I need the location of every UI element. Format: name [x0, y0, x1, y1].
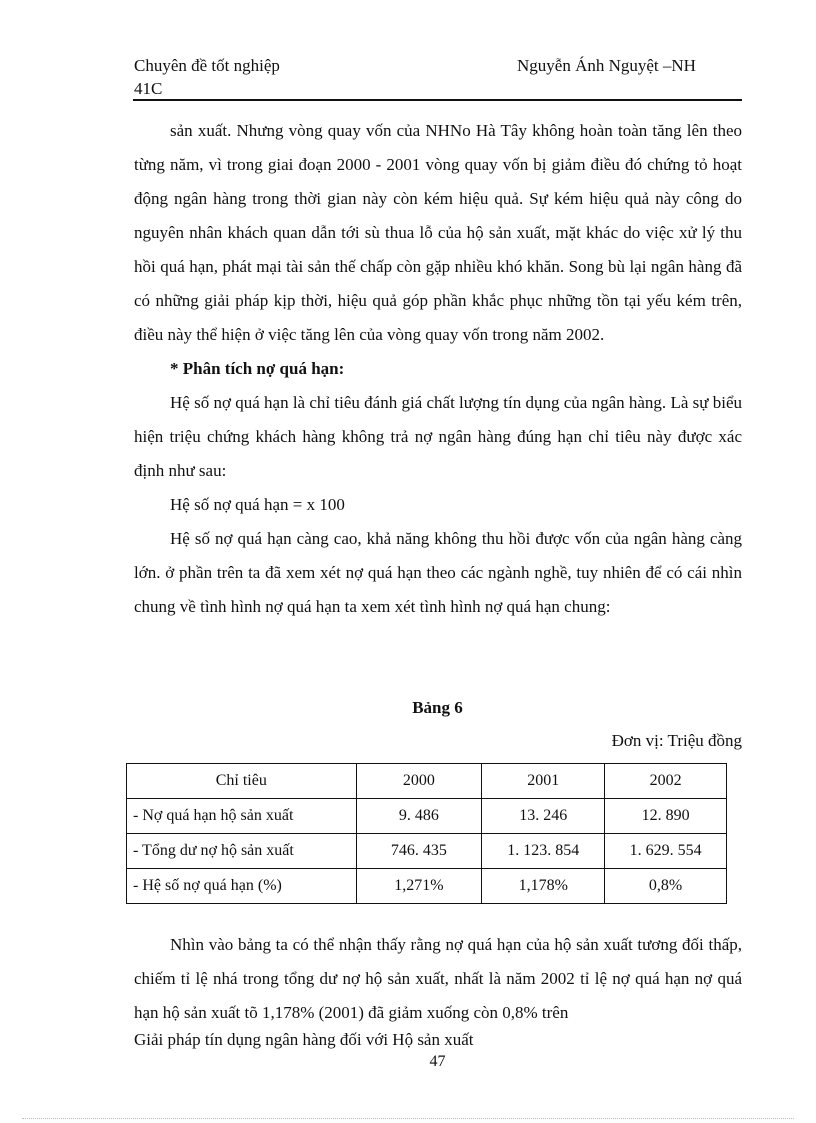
paragraph-1: sản xuất. Nhưng vòng quay vốn của NHNo Hà Tây không hoàn toàn tăng lên theo từng năm, vì trong giai đoạn 2000 - 2001 vòng quay vốn bị giảm điều đó chứng tỏ hoạt động ngân hàng trong thời gian này còn kém hiệu quả. Sự kém hiệu quả này công do nguyên nhân khách quan dẫn tới sù thua lỗ của hộ sản xuất, mặt khác do việc xử lý thu hồi quá hạn, phát mại tài sản thế chấp còn gặp nhiều khó khăn. Song bù lại ngân hàng đã có những giải pháp kịp thời, hiệu quả góp phần khắc phục những tồn tại yếu kém trên, điều này thể hiện ở việc tăng lên của vòng quay vốn trong năm 2002. — [134, 121, 742, 344]
table-cell: 1,178% — [482, 869, 605, 904]
table-cell: 1,271% — [356, 869, 482, 904]
conclusion-text — [134, 928, 742, 1030]
table-cell: 746. 435 — [356, 834, 482, 869]
table-title: Bảng 6 — [412, 698, 463, 717]
table-row — [127, 834, 727, 869]
table-cell: 1. 629. 554 — [605, 834, 727, 869]
table-header-cell: 2002 — [605, 764, 727, 799]
data-table — [126, 763, 727, 904]
page-number: 47 — [429, 1053, 446, 1070]
table-cell: 9. 486 — [356, 799, 482, 834]
table-cell: 12. 890 — [605, 799, 727, 834]
paragraph-4: Nhìn vào bảng ta có thể nhận thấy rằng nợ quá hạn của hộ sản xuất tương đối thấp, chiếm tỉ lệ nhá trong tổng dư nợ hộ sản xuất, nhất là năm 2002 tỉ lệ nợ quá hạn nợ quá hạn hộ sản xuất tõ 1,178% (2001) đã giảm xuống còn 0,8% trên — [134, 935, 742, 1022]
table-cell: 0,8% — [605, 869, 727, 904]
table-header-row — [127, 764, 727, 799]
paragraph-2: Hệ số nợ quá hạn là chỉ tiêu đánh giá chất lượng tín dụng của ngân hàng. Là sự biểu hiện triệu chứng khách hàng không trả nợ ngân hàng đúng hạn chỉ tiêu này được xác định như sau: — [134, 393, 742, 480]
page-bottom-border — [22, 1118, 794, 1119]
header-author: Nguyễn Ánh Nguyệt –NH — [517, 56, 696, 75]
main-text — [134, 114, 742, 624]
table-row — [127, 869, 727, 904]
header-divider — [133, 99, 742, 101]
table-header-cell: 2001 — [482, 764, 605, 799]
section-heading: * Phân tích nợ quá hạn: — [170, 359, 345, 378]
table-cell: 1. 123. 854 — [482, 834, 605, 869]
table-header-cell: Chỉ tiêu — [127, 764, 357, 799]
header-left-title: Chuyên đề tốt nghiệp 41C — [134, 56, 280, 98]
footer-title: Giải pháp tín dụng ngân hàng đối với Hộ sản xuất — [134, 1030, 474, 1049]
table-cell: - Hệ số nợ quá hạn (%) — [127, 869, 357, 904]
table-unit: Đơn vị: Triệu đồng — [611, 731, 742, 750]
formula-line: Hệ số nợ quá hạn = x 100 — [170, 495, 345, 514]
paragraph-3: Hệ số nợ quá hạn càng cao, khả năng không thu hồi được vốn của ngân hàng càng lớn. ở phần trên ta đã xem xét nợ quá hạn theo các ngành nghề, tuy nhiên để có cái nhìn chung về tình hình nợ quá hạn ta xem xét tình hình nợ quá hạn chung: — [134, 529, 742, 616]
table-cell: 13. 246 — [482, 799, 605, 834]
table-cell: - Nợ quá hạn hộ sản xuất — [127, 799, 357, 834]
table-cell: - Tổng dư nợ hộ sản xuất — [127, 834, 357, 869]
table-header-cell: 2000 — [356, 764, 482, 799]
table-row — [127, 799, 727, 834]
